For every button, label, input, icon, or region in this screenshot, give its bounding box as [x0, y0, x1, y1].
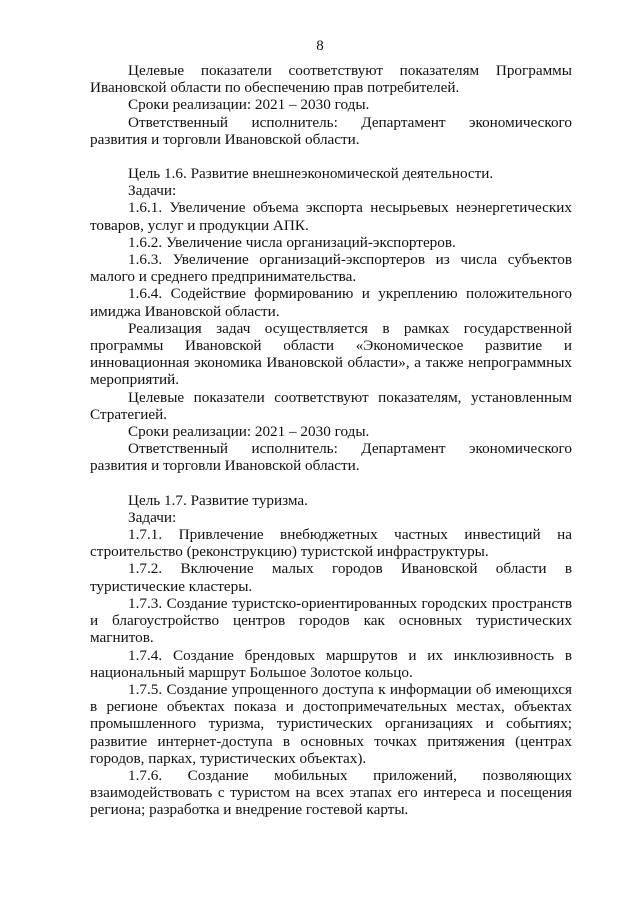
- page-number: 8: [316, 38, 324, 54]
- goal-1-6-tasks-label: Задачи:: [128, 182, 177, 200]
- paragraph-targets-consumer: Целевые показатели соответствуют показателям Программы Ивановской области по обеспечению прав потребителей.: [90, 62, 572, 97]
- task-1-6-4: 1.6.4. Содействие формированию и укреплению положительного имиджа Ивановской области.: [90, 285, 572, 320]
- goal-1-6-responsible: Ответственный исполнитель: Департамент экономического развития и торговли Ивановской области.: [90, 440, 572, 475]
- paragraph-responsible: Ответственный исполнитель: Департамент экономического развития и торговли Ивановской области.: [90, 113, 572, 148]
- goal-1-7-title: Цель 1.7. Развитие туризма.: [128, 491, 308, 509]
- goal-1-6-title: Цель 1.6. Развитие внешнеэкономической деятельности.: [128, 165, 494, 183]
- task-1-6-3: 1.6.3. Увеличение организаций-экспортеров из числа субъектов малого и среднего предпринимательства.: [90, 251, 572, 286]
- document-body: [90, 62, 572, 819]
- task-1-7-4: 1.7.4. Создание брендовых маршрутов и их инклюзивность в национальный маршрут Большое Золотое кольцо.: [90, 646, 572, 681]
- paragraph-terms: Сроки реализации: 2021 – 2030 годы.: [128, 96, 370, 114]
- task-1-6-1: 1.6.1. Увеличение объема экспорта несырьевых неэнергетических товаров, услуг и продукции АПК.: [90, 199, 572, 234]
- task-1-7-3: 1.7.3. Создание туристско-ориентированных городских пространств и благоустройство центров городов как основных туристических магнитов.: [90, 594, 572, 647]
- spacer: [90, 148, 572, 165]
- goal-1-7-tasks-label: Задачи:: [128, 508, 177, 526]
- task-1-7-5: 1.7.5. Создание упрощенного доступа к информации об имеющихся в регионе объектах показа и достопримечательных местах, объектах промышленного туризма, туристических организациях и событиях; развитие интернет-доступа в основных точках притяжения (центрах городов, парках, туристических объектах).: [90, 680, 572, 767]
- task-1-7-2: 1.7.2. Включение малых городов Ивановской области в туристические кластеры.: [90, 560, 572, 595]
- goal-1-6-terms: Сроки реализации: 2021 – 2030 годы.: [128, 423, 370, 441]
- spacer: [90, 475, 572, 492]
- task-1-7-1: 1.7.1. Привлечение внебюджетных частных инвестиций на строительство (реконструкцию) туристской инфраструктуры.: [90, 526, 572, 561]
- task-1-6-2: 1.6.2. Увеличение числа организаций-экспортеров.: [128, 233, 456, 251]
- goal-1-6-targets: Целевые показатели соответствуют показателям, установленным Стратегией.: [90, 388, 572, 423]
- goal-1-6-implementation: Реализация задач осуществляется в рамках государственной программы Ивановской области «Экономическое развитие и инновационная экономика Ивановской области», а также непрограммных мероприятий.: [90, 319, 572, 389]
- task-1-7-6: 1.7.6. Создание мобильных приложений, позволяющих взаимодействовать с туристом на всех этапах его интереса и посещения региона; разработка и внедрение гостевой карты.: [90, 766, 572, 819]
